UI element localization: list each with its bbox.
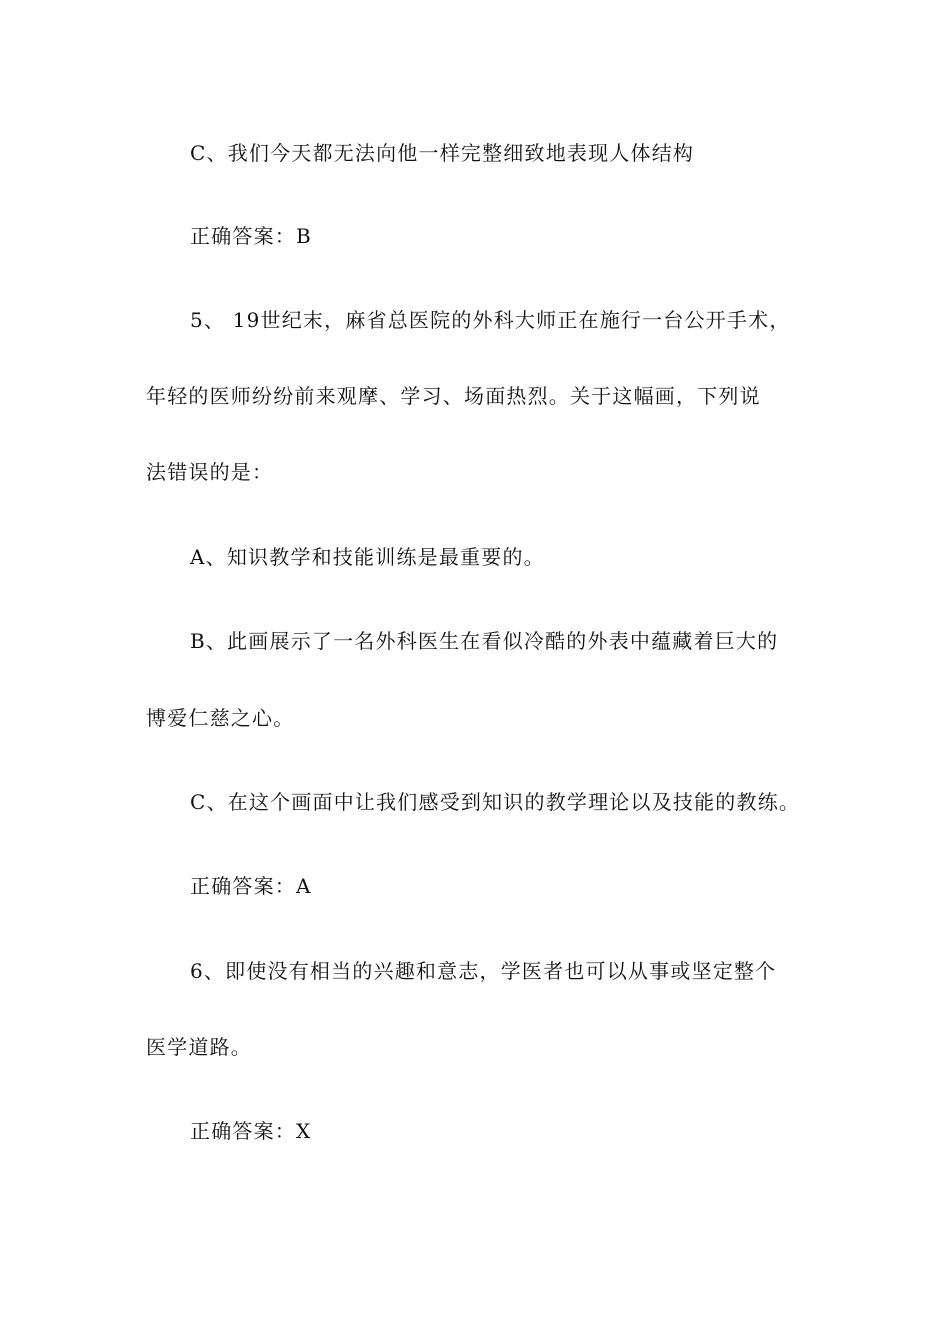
q6-stem-line-1: 6、即使没有相当的兴趣和意志，学医者也可以从事或坚定整个	[190, 959, 777, 983]
q5-stem-line-3: 法错误的是：	[146, 460, 274, 484]
q5-option-b-line-2: 博爱仁慈之心。	[146, 706, 295, 730]
q6-answer: 正确答案：X	[190, 1119, 312, 1143]
q6-stem-line-2: 医学道路。	[146, 1035, 252, 1059]
q4-option-c: C、我们今天都无法向他一样完整细致地表现人体结构	[190, 141, 695, 165]
q5-answer: 正确答案：A	[190, 874, 312, 898]
q5-option-a: A、知识教学和技能训练是最重要的。	[190, 545, 545, 569]
q5-option-c: C、在这个画面中让我们感受到知识的教学理论以及技能的教练。	[190, 790, 801, 814]
q5-stem-line-1: 5、 19世纪末，麻省总医院的外科大师正在施行一台公开手术，	[190, 308, 791, 332]
q5-option-b-line-1: B、此画展示了一名外科医生在看似冷酷的外表中蕴藏着巨大的	[190, 629, 779, 653]
q5-stem-line-2: 年轻的医师纷纷前来观摩、学习、场面热烈。关于这幅画，下列说	[146, 384, 761, 408]
q4-answer: 正确答案：B	[190, 224, 312, 248]
